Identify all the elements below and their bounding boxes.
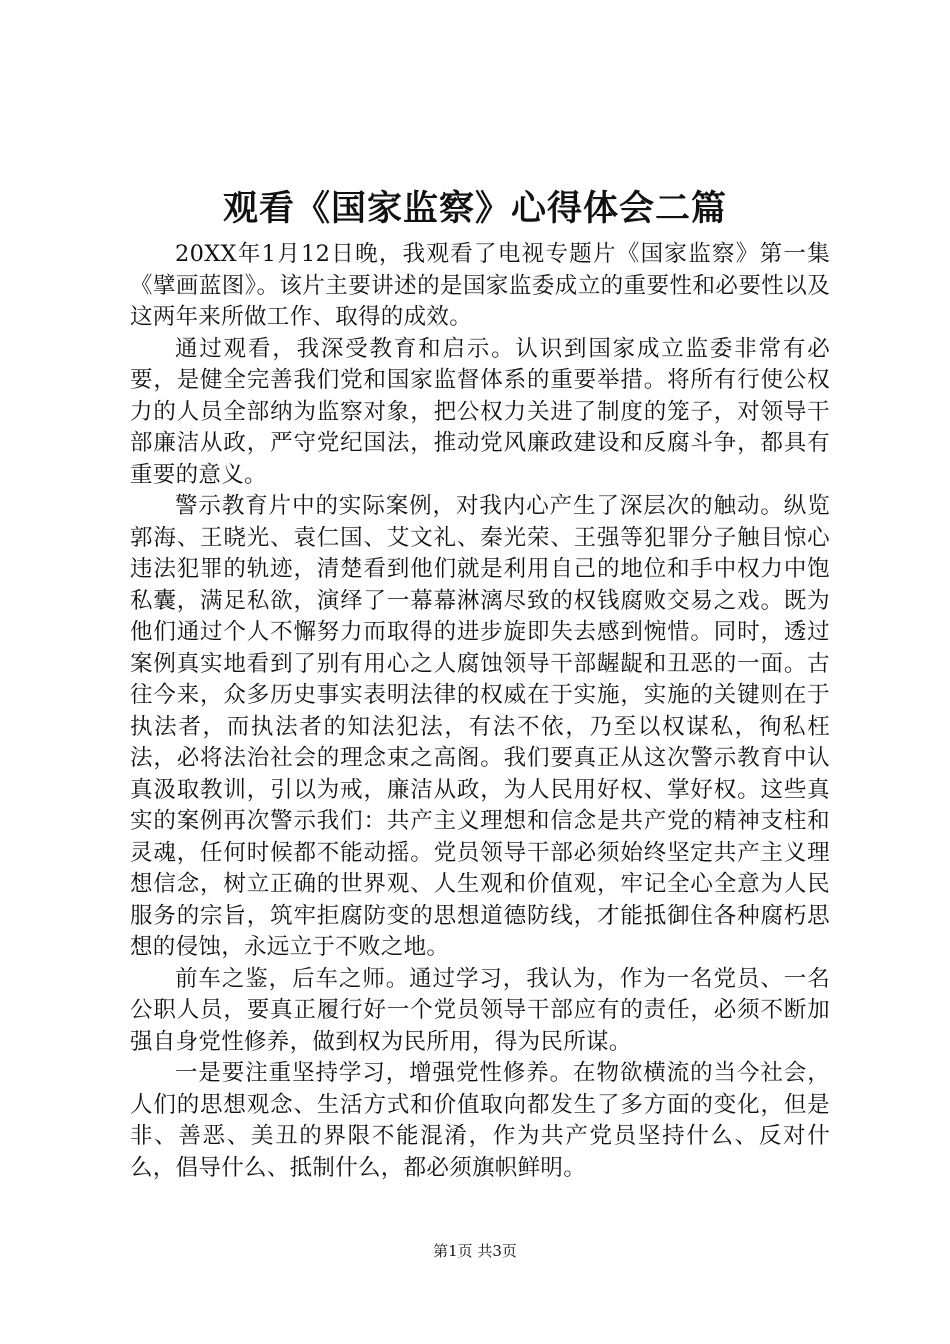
paragraph-1: 20XX年1月12日晚，我观看了电视专题片《国家监察》第一集《擘画蓝图》。该片主要讲述的是国家监委成立的重要性和必要性以及这两年来所做工作、取得的成效。 (130, 241, 830, 330)
document-title: 观看《国家监察》心得体会二篇 (222, 188, 727, 229)
document-body (130, 239, 830, 1184)
paragraph-4: 前车之鉴，后车之师。通过学习，我认为，作为一名党员、一名公职人员，要真正履行好一个党员领导干部应有的责任，必须不断加强自身党性修养，做到权为民所用，得为民所谋。 (130, 965, 830, 1055)
paragraph-3: 警示教育片中的实际案例，对我内心产生了深层次的触动。纵览郭海、王晓光、袁仁国、艾文礼、秦光荣、王强等犯罪分子触目惊心违法犯罪的轨迹，清楚看到他们就是利用自己的地位和手中权力中饱私囊，满足私欲，演绎了一幕幕淋漓尽致的权钱腐败交易之戏。既为他们通过个人不懈努力而取得的进步旋即失去感到惋惜。同时，透过案例真实地看到了别有用心之人腐蚀领导干部龌龊和丑恶的一面。古往今来，众多历史事实表明法律的权威在于实施，实施的关键则在于执法者，而执法者的知法犯法，有法不依，乃至以权谋私，徇私枉法，必将法治社会的理念束之高阁。我们要真正从这次警示教育中认真汲取教训，引以为戒，廉洁从政，为人民用好权、掌好权。这些真实的案例再次警示我们：共产主义理想和信念是共产党的精神支柱和灵魂，任何时候都不能动摇。党员领导干部必须始终坚定共产主义理想信念，树立正确的世界观、人生观和价值观，牢记全心全意为人民服务的宗旨，筑牢拒腐防变的思想道德防线，才能抵御住各种腐朽思想的侵蚀，永远立于不败之地。 (130, 493, 830, 960)
paragraph-5: 一是要注重坚持学习，增强党性修养。在物欲横流的当今社会，人们的思想观念、生活方式和价值取向都发生了多方面的变化，但是非、善恶、美丑的界限不能混淆，作为共产党员坚持什么、反对什么，倡导什么、抵制什么，都必须旗帜鲜明。 (130, 1060, 830, 1181)
page-footer: 第1页 共3页 (433, 1242, 517, 1260)
paragraph-2: 通过观看，我深受教育和启示。认识到国家成立监委非常有必要，是健全完善我们党和国家监督体系的重要举措。将所有行使公权力的人员全部纳为监察对象，把公权力关进了制度的笼子，对领导干部廉洁从政，严守党纪国法，推动党风廉政建设和反腐斗争，都具有重要的意义。 (130, 335, 830, 488)
